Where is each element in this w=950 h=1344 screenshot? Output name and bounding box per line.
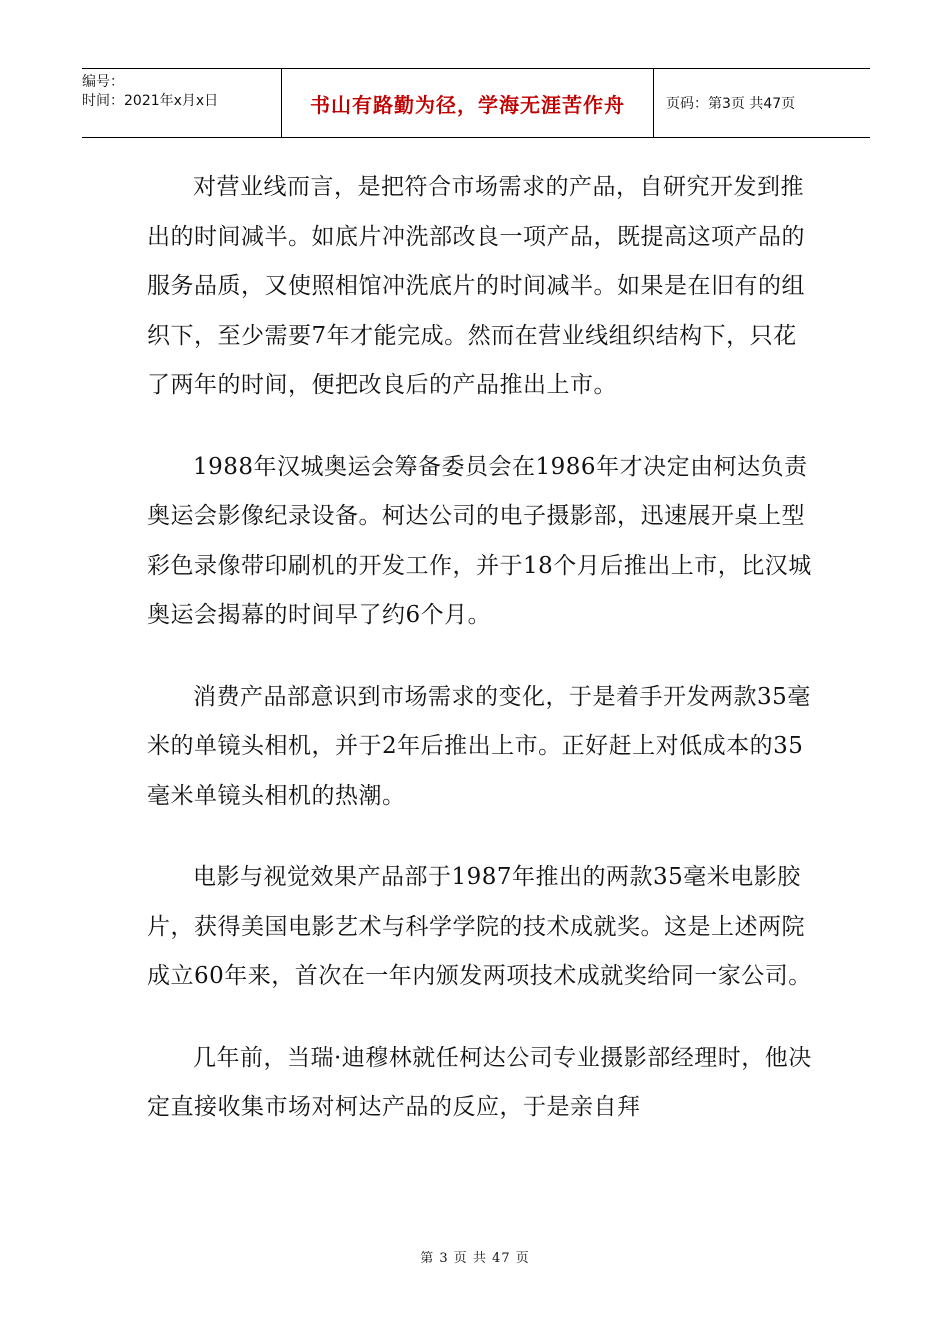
- header-page-cell: [654, 69, 870, 137]
- header-page-info: 页码：第3页 共47页: [666, 96, 796, 112]
- body-paragraph: 对营业线而言，是把符合市场需求的产品，自研究开发到推出的时间减半。如底片冲洗部改良一项产品，既提高这项产品的服务品质，又使照相馆冲洗底片的时间减半。如果是在旧有的组织下，至少需要7年才能完成。然而在营业线组织结构下，只花了两年的时间，便把改良后的产品推出上市。: [147, 174, 805, 398]
- document-body: [147, 163, 812, 1165]
- header-motto-cell: [282, 69, 654, 137]
- document-date-label: 时间：2021年x月x日: [82, 93, 219, 109]
- page-header: [82, 68, 870, 138]
- header-motto: 书山有路勤为径，学海无涯苦作舟: [310, 92, 625, 117]
- document-number-label: 编号：: [82, 74, 124, 90]
- body-paragraph: 电影与视觉效果产品部于1987年推出的两款35毫米电影胶片，获得美国电影艺术与科学学院的技术成就奖。这是上述两院成立60年来，首次在一年内颁发两项技术成就奖给同一家公司。: [147, 864, 812, 989]
- body-paragraph: 消费产品部意识到市场需求的变化，于是着手开发两款35毫米的单镜头相机，并于2年后推出上市。正好赶上对低成本的35毫米单镜头相机的热潮。: [147, 683, 811, 809]
- body-paragraph: 1988年汉城奥运会筹备委员会在1986年才决定由柯达负责奥运会影像纪录设备。柯达公司的电子摄影部，迅速展开桌上型彩色录像带印刷机的开发工作，并于18个月后推出上市，比汉城奥运会揭幕的时间早了约6个月。: [147, 453, 812, 628]
- body-paragraph: 几年前，当瑞·迪穆林就任柯达公司专业摄影部经理时，他决定直接收集市场对柯达产品的反应，于是亲自拜: [147, 1044, 812, 1120]
- header-meta: [82, 69, 282, 137]
- page-footer: [0, 1247, 950, 1266]
- footer-page-number: 第 3 页 共 47 页: [420, 1251, 530, 1266]
